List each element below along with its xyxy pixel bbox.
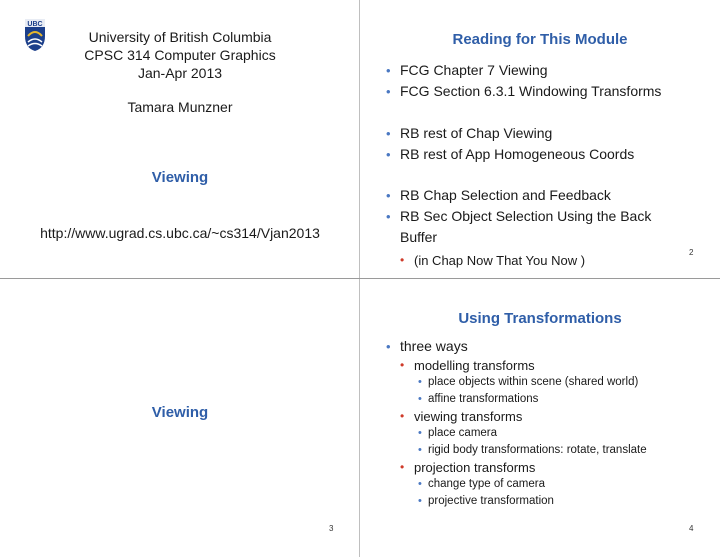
university-line: University of British Columbia [88, 29, 272, 45]
course-line: CPSC 314 Computer Graphics [84, 47, 276, 63]
sub-sub-list-item: • affine transformations [386, 391, 647, 408]
bullet-icon: • [400, 358, 405, 372]
bullet-icon: • [418, 393, 422, 405]
slide-title: Using Transformations [458, 310, 622, 327]
sub-sub-list-item: • change type of camera [386, 476, 647, 493]
page-number: 4 [689, 524, 694, 533]
bullet-icon: • [418, 427, 422, 439]
bullet-icon: • [386, 188, 391, 203]
bullet-icon: • [386, 209, 391, 224]
list-item: • RB rest of Chap Viewing [386, 123, 661, 144]
bullet-icon: • [400, 460, 405, 474]
bullet-icon: • [400, 409, 405, 423]
slide-title: Viewing [151, 169, 209, 186]
sub-sub-list-item: • place camera [386, 425, 647, 442]
bullet-icon: • [386, 126, 391, 141]
bullet-icon: • [418, 444, 422, 456]
reading-list [386, 60, 661, 269]
bullet-icon: • [386, 84, 391, 99]
term-line: Jan-Apr 2013 [137, 65, 223, 81]
list-item: • RB rest of App Homogeneous Coords [386, 144, 661, 165]
sub-sub-list-item: • projective transformation [386, 493, 647, 510]
bullet-icon: • [418, 478, 422, 490]
ubc-logo [24, 18, 46, 52]
author-name: Tamara Munzner [127, 99, 233, 115]
sub-list-item: • (in Chap Now That You Now ) [400, 253, 586, 268]
course-url[interactable]: http://www.ugrad.cs.ubc.ca/~cs314/Vjan2013 [40, 225, 320, 241]
sub-list-item: • viewing transforms [400, 409, 523, 424]
list-item: • FCG Chapter 7 Viewing [386, 60, 661, 81]
slide-title: Viewing [151, 404, 209, 421]
slide-title: Reading for This Module [452, 31, 628, 48]
bullet-icon: • [400, 253, 405, 267]
list-item: • three ways [386, 336, 647, 357]
slide-1 [0, 0, 359, 278]
page-number: 3 [329, 524, 334, 533]
slide-4 [360, 279, 720, 557]
bullet-icon: • [386, 63, 391, 78]
list-item: • FCG Section 6.3.1 Windowing Transforms [386, 81, 661, 102]
transform-list [386, 336, 647, 510]
bullet-icon: • [386, 339, 391, 354]
list-item: • RB Chap Selection and Feedback [386, 185, 661, 206]
page-number: 2 [689, 248, 694, 257]
slide-2 [360, 0, 720, 278]
list-item: • RB Sec Object Selection Using the Back [386, 206, 661, 227]
sub-sub-list-item: • rigid body transformations: rotate, translate [386, 442, 647, 459]
bullet-icon: • [418, 376, 422, 388]
bullet-icon: • [418, 495, 422, 507]
sub-sub-list-item: • place objects within scene (shared world) [386, 374, 647, 391]
list-item-continued: Buffer [400, 229, 438, 245]
sub-list-item: • modelling transforms [400, 358, 535, 373]
sub-list-item: • projection transforms [400, 460, 536, 475]
bullet-icon: • [386, 147, 391, 162]
logo-text: UBC [27, 21, 43, 28]
slide-3 [0, 279, 359, 557]
